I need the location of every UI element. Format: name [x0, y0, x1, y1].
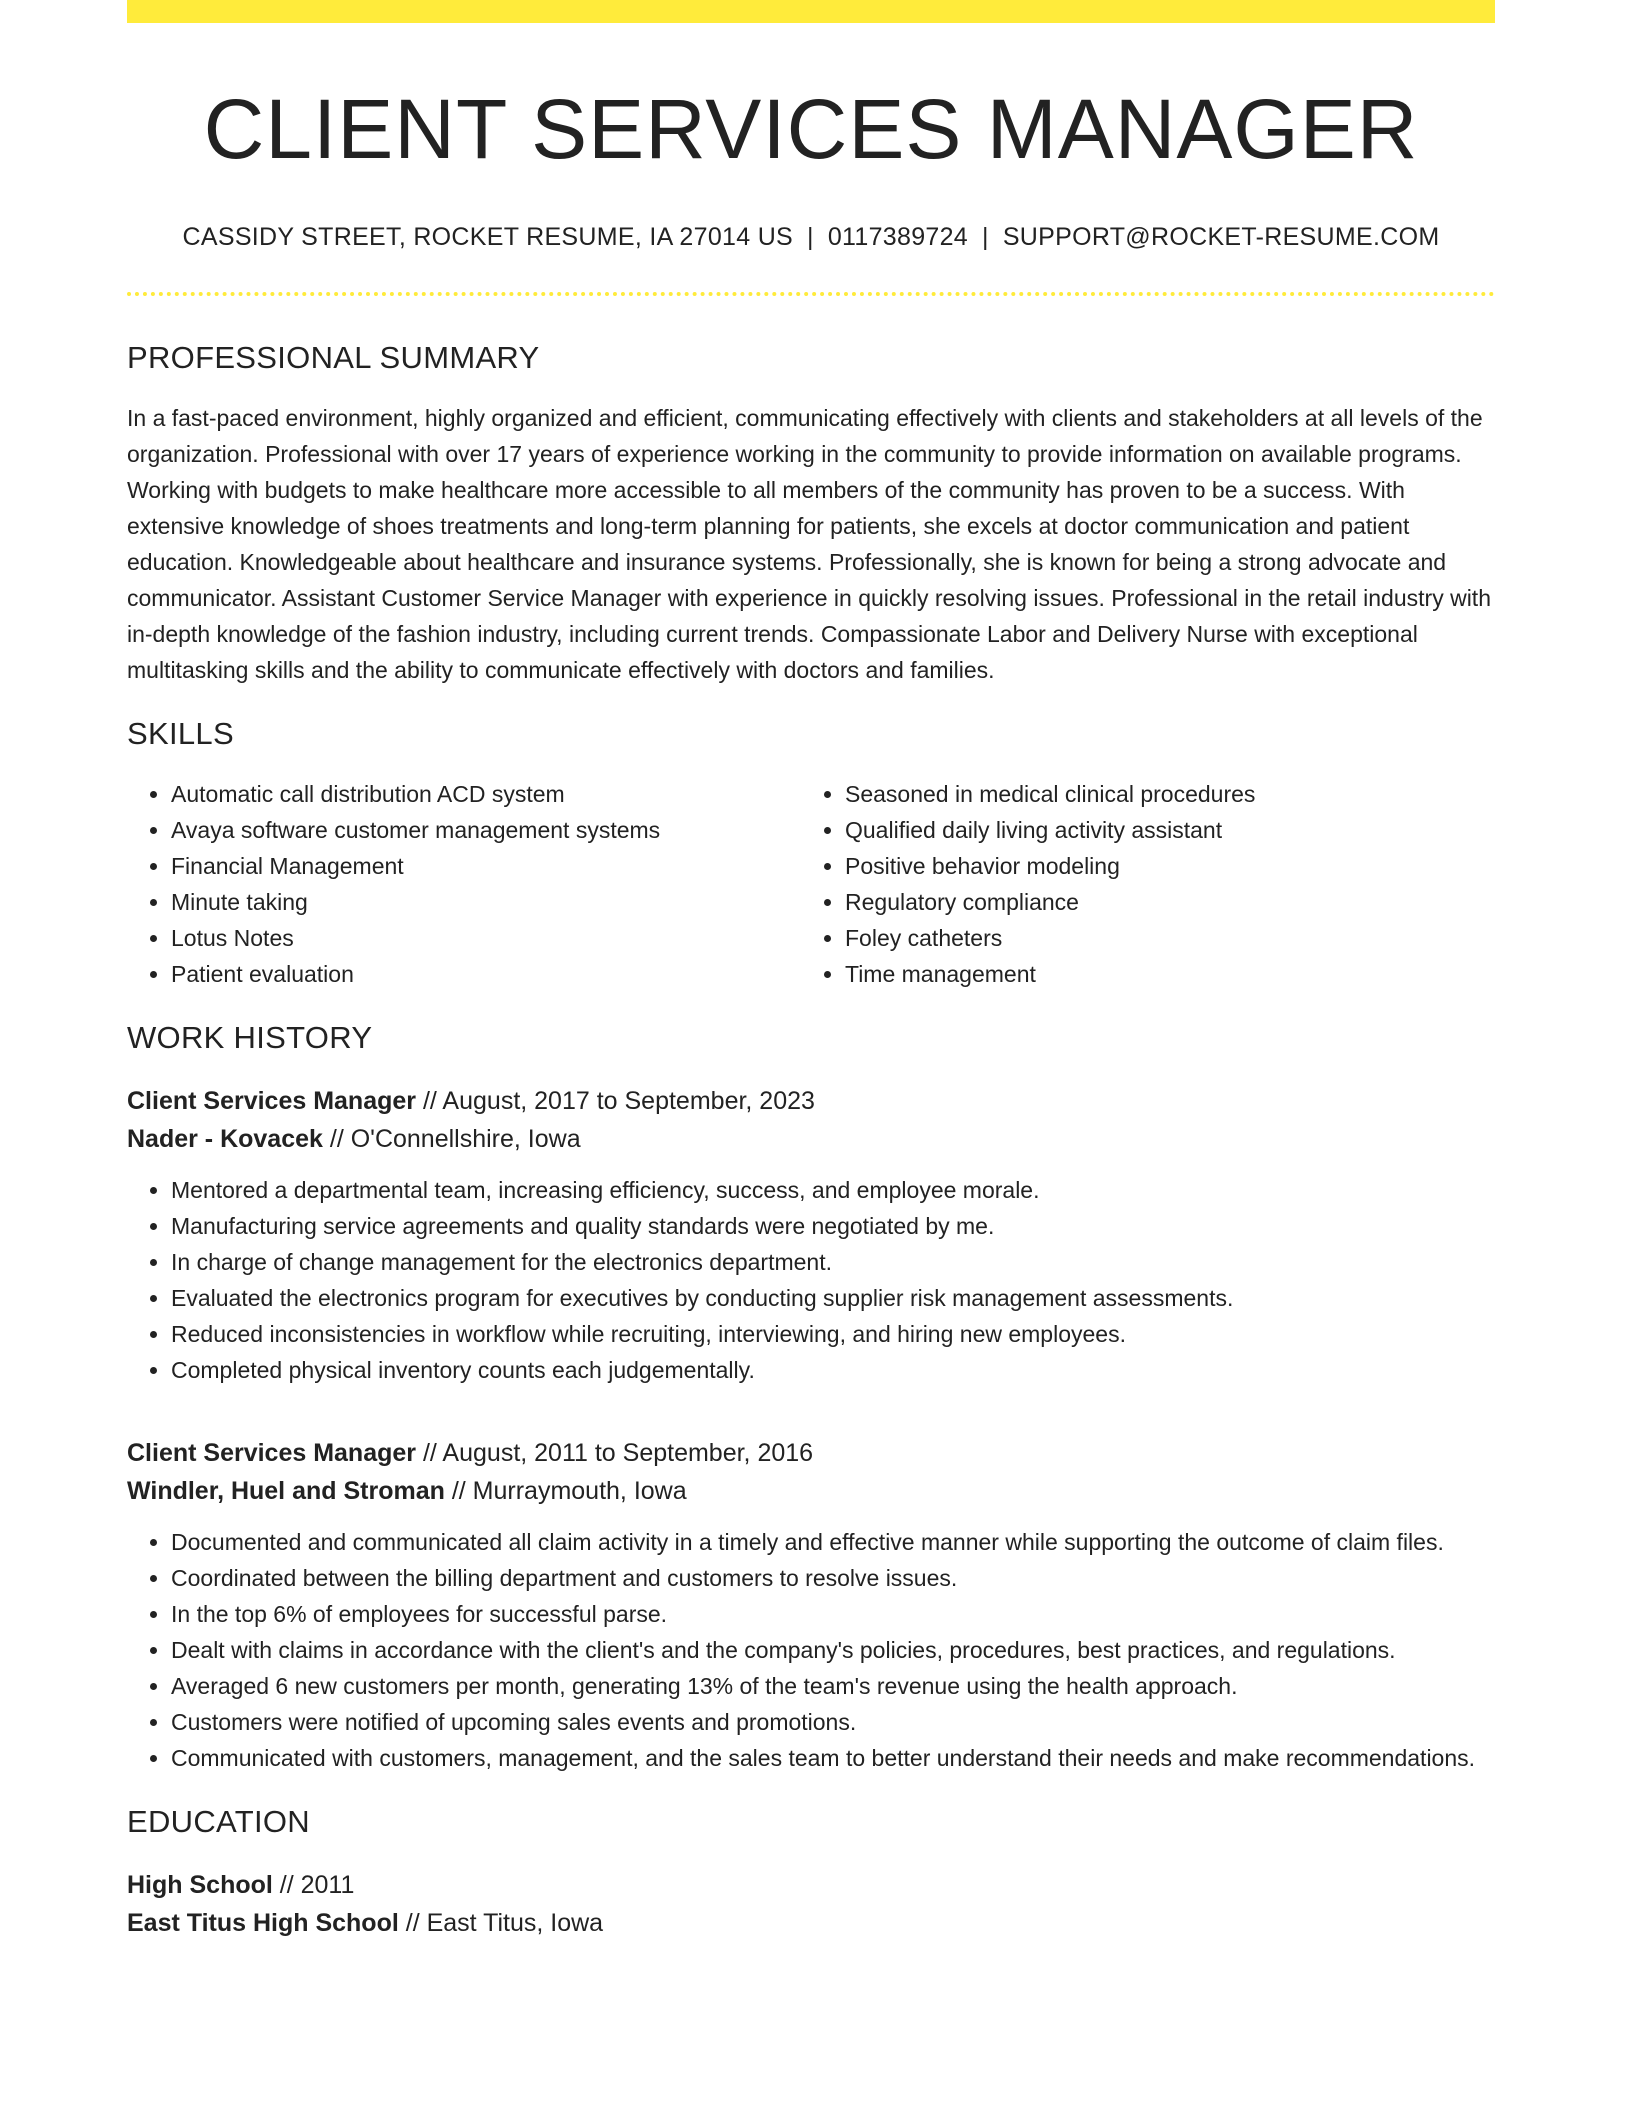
job-bullet: • Coordinated between the billing department and customers to resolve issues.	[171, 1560, 1495, 1596]
skills-list-right	[801, 776, 1475, 992]
skill-item: • Qualified daily living activity assistant	[845, 812, 1475, 848]
job-location: // Murraymouth, Iowa	[451, 1477, 687, 1506]
section-heading-work: WORK HISTORY	[127, 1020, 373, 1056]
contact-email: SUPPORT@ROCKET-RESUME.COM	[1002, 223, 1440, 252]
contact-address: CASSIDY STREET, ROCKET RESUME, IA 27014 US	[182, 223, 794, 252]
skill-item: • Regulatory compliance	[845, 884, 1475, 920]
contact-line	[127, 223, 1495, 252]
skill-item: • Automatic call distribution ACD system	[171, 776, 801, 812]
skill-item: • Avaya software customer management systems	[171, 812, 801, 848]
section-heading-skills: SKILLS	[127, 716, 234, 752]
job-bullet: • Communicated with customers, management, and the sales team to better understand their needs and make recommendations.	[171, 1740, 1495, 1776]
accent-top-bar	[127, 0, 1495, 23]
job-entry	[127, 1082, 1495, 1388]
education-section	[127, 1804, 1495, 1942]
skills-section	[127, 716, 1495, 992]
job-title: Client Services Manager	[127, 1087, 417, 1116]
skill-item: • Foley catheters	[845, 920, 1475, 956]
skill-item: • Positive behavior modeling	[845, 848, 1475, 884]
job-dates: // August, 2011 to September, 2016	[422, 1439, 814, 1468]
education-school: East Titus High School	[127, 1909, 399, 1938]
job-location: // O'Connellshire, Iowa	[329, 1125, 581, 1154]
job-bullets	[127, 1172, 1495, 1388]
job-bullet: • Mentored a departmental team, increasing efficiency, success, and employee morale.	[171, 1172, 1495, 1208]
job-bullet: • Dealt with claims in accordance with the client's and the company's policies, procedures, best practices, and regulations.	[171, 1632, 1495, 1668]
education-school-line	[127, 1904, 1495, 1942]
skills-columns	[127, 776, 1495, 992]
job-bullet: • Averaged 6 new customers per month, generating 13% of the team's revenue using the health approach.	[171, 1668, 1495, 1704]
job-company-line	[127, 1120, 1495, 1158]
job-company: Windler, Huel and Stroman	[127, 1477, 445, 1506]
education-entry	[127, 1866, 1495, 1942]
job-entry	[127, 1434, 1495, 1776]
job-company-line	[127, 1472, 1495, 1510]
education-location: // East Titus, Iowa	[405, 1909, 604, 1938]
education-degree: High School	[127, 1871, 273, 1900]
job-bullet: • In the top 6% of employees for successful parse.	[171, 1596, 1495, 1632]
work-history-section	[127, 1020, 1495, 1776]
skills-list-left	[127, 776, 801, 992]
resume-page	[127, 0, 1495, 1942]
contact-separator: |	[807, 223, 814, 252]
job-company: Nader - Kovacek	[127, 1125, 323, 1154]
skill-item: • Minute taking	[171, 884, 801, 920]
job-dates: // August, 2017 to September, 2023	[422, 1087, 815, 1116]
job-title-line	[127, 1082, 1495, 1120]
summary-section	[127, 340, 1495, 688]
job-bullet: • Completed physical inventory counts each judgementally.	[171, 1352, 1495, 1388]
section-heading-education: EDUCATION	[127, 1804, 310, 1840]
job-bullet: • Customers were notified of upcoming sales events and promotions.	[171, 1704, 1495, 1740]
resume-name: CLIENT SERVICES MANAGER	[203, 82, 1419, 176]
job-title-line	[127, 1434, 1495, 1472]
section-heading-summary: PROFESSIONAL SUMMARY	[127, 340, 540, 376]
contact-phone: 0117389724	[827, 223, 969, 252]
job-bullet: • Evaluated the electronics program for executives by conducting supplier risk management assessments.	[171, 1280, 1495, 1316]
skill-item: • Seasoned in medical clinical procedures	[845, 776, 1475, 812]
education-year: // 2011	[279, 1871, 355, 1900]
skill-item: • Time management	[845, 956, 1475, 992]
skill-item: • Lotus Notes	[171, 920, 801, 956]
contact-separator: |	[982, 223, 989, 252]
education-degree-line	[127, 1866, 1495, 1904]
job-title: Client Services Manager	[127, 1439, 417, 1468]
job-bullet: • In charge of change management for the electronics department.	[171, 1244, 1495, 1280]
job-bullet: • Documented and communicated all claim activity in a timely and effective manner while supporting the outcome of claim files.	[171, 1524, 1495, 1560]
dotted-divider	[127, 292, 1495, 296]
job-bullet: • Manufacturing service agreements and quality standards were negotiated by me.	[171, 1208, 1495, 1244]
skill-item: • Patient evaluation	[171, 956, 801, 992]
job-bullet: • Reduced inconsistencies in workflow while recruiting, interviewing, and hiring new employees.	[171, 1316, 1495, 1352]
job-bullets	[127, 1524, 1495, 1776]
summary-text: In a fast-paced environment, highly organized and efficient, communicating effectively with clients and stakeholders at all levels of the organization. Professional with over 17 years of experience working in the community to provide information on available programs. Working with budgets to make healthcare more accessible to all members of the community has proven to be a success. With extensive knowledge of shoes treatments and long-term planning for patients, she excels at doctor communication and patient education. Knowledgeable about healthcare and insurance systems. Professionally, she is known for being a strong advocate and communicator. Assistant Customer Service Manager with experience in quickly resolving issues. Professional in the retail industry with in-depth knowledge of the fashion industry, including current trends. Compassionate Labor and Delivery Nurse with exceptional multitasking skills and the ability to communicate effectively with doctors and families.	[127, 405, 1491, 684]
skill-item: • Financial Management	[171, 848, 801, 884]
